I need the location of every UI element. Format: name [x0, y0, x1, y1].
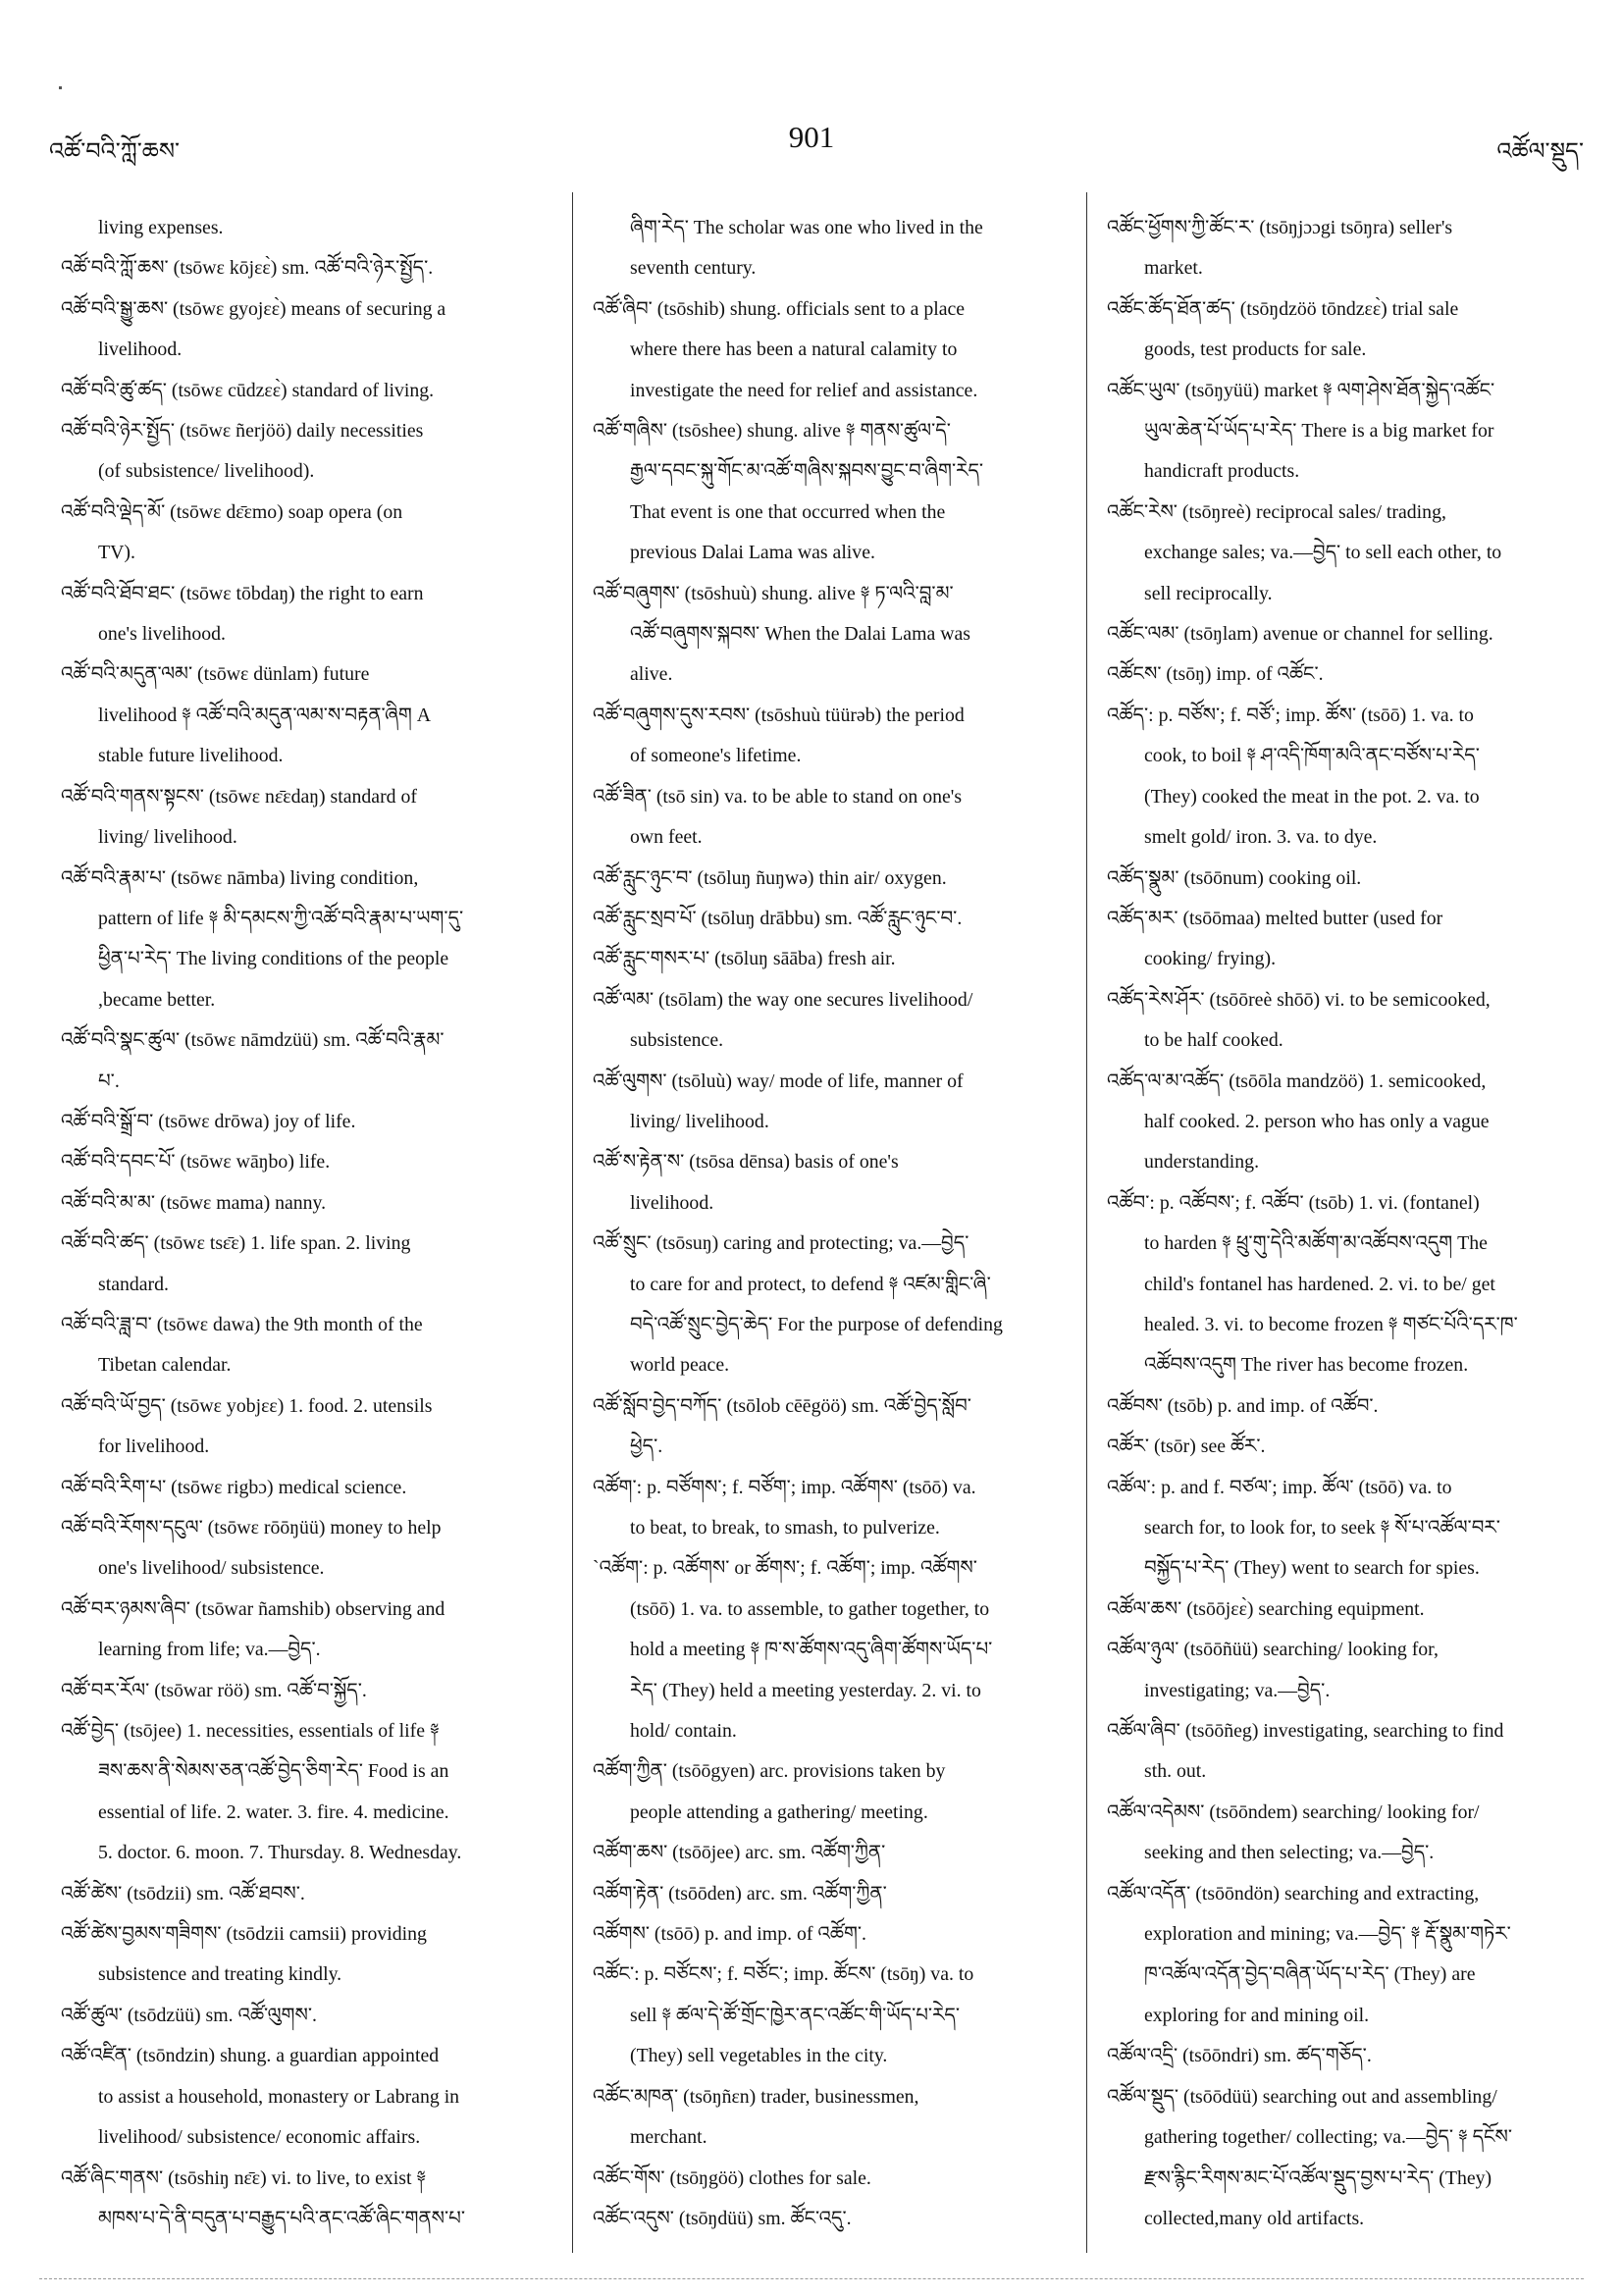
entry-continuation-line: learning from life; va.—བྱེད་.: [98, 1639, 321, 1661]
entry-continuation-line: goods, test products for sale.: [1144, 339, 1367, 361]
entry-continuation-line: to beat, to break, to smash, to pulverize.: [630, 1517, 940, 1539]
entry-continuation-line: essential of life. 2. water. 3. fire. 4. medicine.: [98, 1800, 449, 1823]
right-guide-word: འཚོལ་སྡུད་: [1496, 139, 1584, 165]
entry-continuation-line: gathering together/ collecting; va.—བྱེད་ ༈ དངོས་: [1144, 2126, 1512, 2149]
dictionary-entry-line: འཚོ་ཞིབ་ (tsōshib) shung. officials sent to a place: [593, 297, 966, 320]
column-left: [61, 208, 524, 2239]
dictionary-entry-line: འཚོ་བའི་ལྡེད་མོ་ (tsōwɛ dɛ̄ɛmo) soap opera (on: [61, 500, 403, 523]
entry-continuation-line: (tsōō) 1. va. to assemble, to gather together, to: [630, 1597, 990, 1620]
dictionary-entry-line: འཚོ་བའི་ཐོབ་ཐང་ (tsōwɛ tōbdaŋ) the right to earn: [61, 582, 424, 604]
dictionary-entry-line: འཚོ་བའི་ཉེར་སྤྱོད་ (tsōwɛ ñerjöö) daily necessities: [61, 420, 424, 443]
dictionary-entry-line: འཚོ་ཟིན་ (tsō sin) va. to be able to stand on one's: [593, 785, 963, 808]
entry-continuation-line: sell ༈ ཚལ་དེ་ཚོ་གྲོང་ཁྱེར་ནང་འཚོང་གི་ཡོད་པ་རེད་: [630, 2004, 960, 2026]
entry-continuation-line: ཕྱེད་.: [630, 1435, 663, 1458]
dictionary-entry-line: འཚོ་བའི་ཟླ་བ་ (tsōwɛ dawa) the 9th month of the: [61, 1313, 423, 1335]
entry-continuation-line: to care for and protect, to defend ༈ འཛམ་གླིང་ཞི་: [630, 1273, 991, 1295]
dictionary-entry-line: འཚོད་: p. བཙོས་; f. བཙོ་; imp. ཚོས་ (tsōō) 1. va. to: [1107, 704, 1474, 726]
dictionary-entry-line: འཚོག་ཆས་ (tsōōjee) arc. sm. འཚོག་ཀྱིན་: [593, 1842, 886, 1864]
entry-continuation-line: to assist a household, monastery or Labrang in: [98, 2085, 460, 2108]
dictionary-entry-line: འཚོང་: p. བཙོངས་; f. བཙོང་; imp. ཚོངས་ (tsōŋ) va. to: [593, 1963, 974, 1986]
entry-continuation-line: collected,many old artifacts.: [1144, 2207, 1365, 2229]
entry-continuation-line: འཚོ་བཞུགས་སྐབས་ When the Dalai Lama was: [630, 623, 970, 646]
entry-continuation-line: merchant.: [630, 2126, 707, 2149]
dictionary-entry-line: འཚོབ་: p. འཚོབས་; f. འཚོབ་ (tsōb) 1. vi. (fontanel): [1107, 1191, 1480, 1214]
dictionary-entry-line: འཚོང་མཁན་ (tsōŋñɛn) trader, businessmen,: [593, 2085, 919, 2108]
column-divider: [572, 192, 573, 2253]
dictionary-entry-line: འཚོ་སློབ་བྱེད་བཀོད་ (tsōlob cēēgöö) sm. འཚོ་བྱེད་སློབ་: [593, 1394, 971, 1417]
dictionary-entry-line: འཚོལ་འདེམས་ (tsōōndem) searching/ looking for/: [1107, 1800, 1480, 1823]
dictionary-entry-line: འཚོ་བའི་སྒྲོ་བ་ (tsōwɛ drōwa) joy of life.: [61, 1110, 356, 1132]
entry-continuation-line: པ་.: [98, 1070, 120, 1092]
entry-continuation-line: smelt gold/ iron. 3. va. to dye.: [1144, 826, 1378, 849]
dictionary-entry-line: འཚོ་བའི་གནས་སྟངས་ (tsōwɛ nɛ̄ɛdaŋ) standard of: [61, 785, 417, 808]
entry-continuation-line: exploration and mining; va.—བྱེད་ ༈ རྡོ་སྣུམ་གཏེར་: [1144, 1923, 1511, 1946]
entry-continuation-line: market.: [1144, 257, 1203, 280]
entry-continuation-line: sth. out.: [1144, 1760, 1207, 1783]
entry-continuation-line: subsistence and treating kindly.: [98, 1963, 342, 1986]
dictionary-entry-line: འཚོ་ཞིང་གནས་ (tsōshiŋ nɛ̄ɛ) vi. to live, to exist ༈: [61, 2166, 427, 2189]
dictionary-entry-line: འཚོ་བར་རོལ་ (tsōwar röö) sm. འཚོ་བ་སྐྱོད་.: [61, 1679, 367, 1701]
entry-continuation-line: hold/ contain.: [630, 1720, 737, 1743]
entry-continuation-line: investigate the need for relief and assistance.: [630, 379, 978, 401]
entry-continuation-line: exploring for and mining oil.: [1144, 2004, 1370, 2026]
dictionary-entry-line: འཚོག་ཀྱིན་ (tsōōgyen) arc. provisions taken by: [593, 1760, 946, 1783]
dictionary-entry-line: འཚོག་: p. བཙོགས་; f. བཙོག་; imp. འཚོགས་ (tsōō) va.: [593, 1476, 976, 1498]
dictionary-entry-line: འཚོ་རླུང་ཉུང་བ་ (tsōluŋ ñuŋwə) thin air/ oxygen.: [593, 866, 947, 889]
entry-continuation-line: living/ livelihood.: [630, 1110, 769, 1132]
entry-continuation-line: search for, to look for, to seek ༈ སོ་པ་འཚོལ་བར་: [1144, 1517, 1500, 1539]
entry-continuation-line: Tibetan calendar.: [98, 1354, 232, 1377]
dictionary-entry-line: འཚོང་གོས་ (tsōŋgöö) clothes for sale.: [593, 2166, 871, 2189]
entry-continuation-line: That event is one that occurred when the: [630, 500, 946, 523]
column-right: [1107, 208, 1570, 2239]
dictionary-entry-line: འཚོ་བར་ཉམས་ཞིབ་ (tsōwar ñamshib) observing and: [61, 1597, 445, 1620]
dictionary-entry-line: འཚོང་རེས་ (tsōŋreè) reciprocal sales/ trading,: [1107, 500, 1446, 523]
entry-continuation-line: exchange sales; va.—བྱེད་ to sell each other, to: [1144, 542, 1502, 564]
entry-continuation-line: healed. 3. vi. to become frozen ༈ གཙང་པོའི་དར་ཁ་: [1144, 1313, 1518, 1335]
entry-continuation-line: (They) sell vegetables in the city.: [630, 2045, 888, 2067]
entry-continuation-line: own feet.: [630, 826, 703, 849]
dictionary-entry-line: འཚོ་རླུང་གསར་པ་ (tsōluŋ sāāba) fresh air.: [593, 948, 896, 970]
dictionary-entry-line: འཚོལ་ཞིབ་ (tsōōñeg) investigating, searching to find: [1107, 1720, 1504, 1743]
scan-footer-line: [39, 2278, 1584, 2279]
entry-continuation-line: living/ livelihood.: [98, 826, 237, 849]
entry-continuation-line: ཟས་ཆས་ནི་སེམས་ཅན་འཚོ་བྱེད་ཅིག་རེད་ Food is an: [98, 1760, 449, 1783]
dictionary-entry-line: འཚོ་བའི་མདུན་ལམ་ (tsōwɛ dünlam) future: [61, 663, 370, 686]
entry-continuation-line: seventh century.: [630, 257, 757, 280]
entry-continuation-line: living expenses.: [98, 217, 224, 238]
dictionary-entry-line: འཚོལ་སྡུད་ (tsōōdüü) searching out and assembling/: [1107, 2085, 1497, 2108]
dictionary-entry-line: འཚོ་བའི་རྣམ་པ་ (tsōwɛ nāmba) living condition,: [61, 866, 419, 889]
dictionary-entry-line: འཚོངས་ (tsōŋ) imp. of འཚོང་.: [1107, 663, 1324, 686]
dictionary-entry-line: འཚོལ་: p. and f. བཙལ་; imp. ཚོལ་ (tsōō) va. to: [1107, 1476, 1452, 1498]
entry-continuation-line: ཡུལ་ཆེན་པོ་ཡོད་པ་རེད་ There is a big market for: [1144, 420, 1494, 443]
dictionary-entry-line: འཚོགས་ (tsōō) p. and imp. of འཚོག་.: [593, 1923, 866, 1946]
dictionary-entry-line: འཚོ་ཚེས་ (tsōdzii) sm. འཚོ་ཐབས་.: [61, 1882, 305, 1905]
entry-continuation-line: handicraft products.: [1144, 460, 1300, 483]
entry-continuation-line: འཚོབས་འདུག The river has become frozen.: [1144, 1354, 1469, 1377]
left-guide-word: འཚོ་བའི་ཀློ་ཆས་: [49, 139, 181, 165]
entry-continuation-line: cooking/ frying).: [1144, 948, 1277, 970]
dictionary-entry-line: འཚོབས་ (tsōb) p. and imp. of འཚོབ་.: [1107, 1394, 1379, 1417]
entry-continuation-line: ,became better.: [98, 988, 216, 1011]
dictionary-entry-line: འཚོ་འཛིན་ (tsōndzin) shung. a guardian appointed: [61, 2045, 440, 2067]
entry-continuation-line: sell reciprocally.: [1144, 582, 1273, 604]
entry-continuation-line: previous Dalai Lama was alive.: [630, 542, 875, 564]
entry-continuation-line: རྒྱལ་དབང་སྐུ་གོང་མ་འཚོ་གཞིས་སྐབས་བྱུང་བ་ཞིག་རེད་: [630, 460, 984, 483]
entry-continuation-line: རྫས་རྙིང་རིགས་མང་པོ་འཚོལ་སྡུད་བྱས་པ་རེད་ (They): [1144, 2166, 1492, 2189]
dictionary-entry-line: འཚོ་བཞུགས་དུས་རབས་ (tsōshuù tüürəb) the period: [593, 704, 965, 726]
dictionary-entry-line: འཚོ་བའི་རིག་པ་ (tsōwɛ rigbɔ) medical science.: [61, 1476, 407, 1498]
dictionary-entry-line: འཚོ་བའི་རོགས་དངུལ་ (tsōwɛ rōōŋüü) money to help: [61, 1517, 442, 1539]
dictionary-entry-line: འཚོ་བའི་སྒྱུ་ཆས་ (tsōwɛ gyojɛɛ̀) means of securing a: [61, 297, 446, 320]
dictionary-entry-line: འཚོ་གཞིས་ (tsōshee) shung. alive ༈ གནས་ཚུལ་དེ་: [593, 420, 951, 443]
entry-continuation-line: 5. doctor. 6. moon. 7. Thursday. 8. Wednesday.: [98, 1842, 462, 1864]
entry-continuation-line: stable future livelihood.: [98, 745, 284, 767]
dictionary-entry-line: འཚོ་ལམ་ (tsōlam) the way one secures livelihood/: [593, 988, 973, 1011]
entry-continuation-line: livelihood.: [98, 339, 183, 361]
dictionary-entry-line: འཚོ་བའི་མ་མ་ (tsōwɛ mama) nanny.: [61, 1191, 327, 1214]
dictionary-entry-line: འཚོ་བཞུགས་ (tsōshuù) shung. alive ༈ ཏ་ལའི་བླ་མ་: [593, 582, 954, 604]
dictionary-entry-line: འཚོ་བའི་ཚད་ (tsōwɛ tsɛ̄ɛ) 1. life span. 2. living: [61, 1232, 411, 1255]
scan-speck: [59, 86, 62, 89]
entry-continuation-line: pattern of life ༈ མི་དམངས་ཀྱི་འཚོ་བའི་རྣམ་པ་ཡག་དུ་: [98, 907, 464, 929]
entry-continuation-line: ཁ་འཚོལ་འདོན་བྱེད་བཞིན་ཡོད་པ་རེད་ (They) are: [1144, 1963, 1476, 1986]
entry-continuation-line: livelihood.: [630, 1191, 714, 1214]
dictionary-entry-line: འཚོང་ཡུལ་ (tsōŋyüü) market ༈ ལག་ཤེས་ཐོན་སྐྱེད་འཚོང་: [1107, 379, 1495, 401]
dictionary-entry-line: འཚོང་ཚོད་ཐོན་ཚད་ (tsōŋdzöö tōndzɛɛ̀) trial sale: [1107, 297, 1459, 320]
dictionary-entry-line: འཚོ་ལུགས་ (tsōluù) way/ mode of life, manner of: [593, 1070, 964, 1092]
entry-continuation-line: alive.: [630, 663, 673, 686]
entry-continuation-line: one's livelihood/ subsistence.: [98, 1557, 325, 1580]
dictionary-entry-line: འཚོ་བའི་དབང་པོ་ (tsōwɛ wāŋbo) life.: [61, 1151, 331, 1174]
entry-continuation-line: hold a meeting ༈ ཁ་ས་ཚོགས་འདུ་ཞིག་ཚོགས་ཡོད་པ་: [630, 1639, 993, 1661]
entry-continuation-line: of someone's lifetime.: [630, 745, 802, 767]
entry-continuation-line: for livelihood.: [98, 1435, 210, 1458]
dictionary-entry-line: འཚོ་སྲུང་ (tsōsuŋ) caring and protecting; va.—བྱེད་: [593, 1232, 969, 1255]
entry-continuation-line: half cooked. 2. person who has only a vague: [1144, 1110, 1490, 1132]
entry-continuation-line: seeking and then selecting; va.—བྱེད་.: [1144, 1842, 1435, 1864]
entry-continuation-line: ཞིག་རེད་ The scholar was one who lived in the: [630, 217, 983, 238]
dictionary-entry-line: འཚོལ་ཆས་ (tsōōjɛɛ̀) searching equipment.: [1107, 1597, 1425, 1620]
dictionary-entry-line: འཚོ་ཚེས་བྱམས་གཟིགས་ (tsōdzii camsii) providing: [61, 1923, 427, 1946]
entry-continuation-line: investigating; va.—བྱེད་.: [1144, 1679, 1331, 1701]
dictionary-entry-line: འཚོད་ལ་མ་འཚོད་ (tsōōla mandzöö) 1. semicooked,: [1107, 1070, 1487, 1092]
entry-continuation-line: understanding.: [1144, 1151, 1260, 1174]
column-divider: [1086, 192, 1087, 2253]
column-middle: [593, 208, 1056, 2239]
dictionary-entry-line: འཚོ་ས་རྟེན་ས་ (tsōsa dēnsa) basis of one's: [593, 1151, 899, 1174]
dictionary-entry-line: འཚོང་ཕྱོགས་ཀྱི་ཚོང་ར་ (tsōŋjɔɔgi tsōŋra) seller's: [1107, 217, 1453, 238]
dictionary-entry-line: འཚོ་བའི་ཡོ་བྱད་ (tsōwɛ yobjɛɛ) 1. food. 2. utensils: [61, 1394, 433, 1417]
dictionary-entry-line: འཚོད་མར་ (tsōōmaa) melted butter (used for: [1107, 907, 1443, 929]
dictionary-entry-line: འཚོ་བའི་ཀློ་ཆས་ (tsōwɛ kōjɛɛ̀) sm. འཚོ་བའི་ཉེར་སྤྱོད་.: [61, 257, 434, 280]
entry-continuation-line: (of subsistence/ livelihood).: [98, 460, 315, 483]
dictionary-entry-line: འཚོད་སྣུམ་ (tsōōnum) cooking oil.: [1107, 866, 1362, 889]
dictionary-entry-line: འཚོལ་འདྲི་ (tsōōndri) sm. ཚད་གཅོད་.: [1107, 2045, 1372, 2067]
dictionary-entry-line: འཚོག་རྟེན་ (tsōōden) arc. sm. འཚོག་ཀྱིན་: [593, 1882, 887, 1905]
entry-continuation-line: people attending a gathering/ meeting.: [630, 1800, 928, 1823]
dictionary-entry-line: འཚོལ་ཉུལ་ (tsōōñüü) searching/ looking for,: [1107, 1639, 1439, 1661]
dictionary-entry-line: `འཚོག་: p. འཚོགས་ or ཚོགས་; f. འཚོག་; imp. འཚོགས་: [593, 1557, 977, 1580]
entry-continuation-line: cook, to boil ༈ ཤ་འདི་ཁོག་མའི་ནང་བཙོས་པ་རེད་: [1144, 745, 1480, 767]
entry-continuation-line: where there has been a natural calamity to: [630, 339, 958, 361]
entry-continuation-line: standard.: [98, 1273, 169, 1295]
dictionary-entry-line: འཚོལ་འདོན་ (tsōōndön) searching and extracting,: [1107, 1882, 1480, 1905]
entry-continuation-line: མཁས་པ་དེ་ནི་བདུན་པ་བརྒྱུད་པའི་ནང་འཚོ་ཞིང་གནས་པ་: [98, 2207, 466, 2229]
entry-continuation-line: ཕྱིན་པ་རེད་ The living conditions of the people: [98, 948, 449, 970]
page-number: 901: [788, 120, 835, 154]
dictionary-entry-line: འཚོ་རླུང་སྲབ་པོ་ (tsōluŋ drābbu) sm. འཚོ་རླུང་ཉུང་བ་.: [593, 907, 963, 929]
entry-continuation-line: བདེ་འཚོ་སྲུང་བྱེད་ཆེད་ For the purpose of defending: [630, 1313, 1003, 1335]
entry-continuation-line: to be half cooked.: [1144, 1029, 1283, 1052]
dictionary-entry-line: འཚོ་ཚུལ་ (tsōdzüü) sm. འཚོ་ལུགས་.: [61, 2004, 317, 2026]
dictionary-entry-line: འཚོང་འདུས་ (tsōŋdüü) sm. ཚོང་འདུ་.: [593, 2207, 852, 2229]
entry-continuation-line: child's fontanel has hardened. 2. vi. to be/ get: [1144, 1273, 1495, 1295]
entry-continuation-line: TV).: [98, 542, 135, 564]
entry-continuation-line: livelihood ༈ འཚོ་བའི་མདུན་ལམ་ས་བརྟན་ཞིག A: [98, 704, 432, 726]
entry-continuation-line: one's livelihood.: [98, 623, 226, 646]
dictionary-entry-line: འཚོང་ལམ་ (tsōŋlam) avenue or channel for selling.: [1107, 623, 1493, 646]
entry-continuation-line: world peace.: [630, 1354, 730, 1377]
dictionary-entry-line: འཚོ་བའི་ཚུ་ཚད་ (tsōwɛ cūdzɛɛ̀) standard of living.: [61, 379, 435, 401]
entry-continuation-line: subsistence.: [630, 1029, 724, 1052]
entry-continuation-line: (They) cooked the meat in the pot. 2. va. to: [1144, 785, 1480, 808]
entry-continuation-line: livelihood/ subsistence/ economic affairs.: [98, 2126, 421, 2149]
dictionary-entry-line: འཚོ་བའི་སྣང་ཚུལ་ (tsōwɛ nāmdzüü) sm. འཚོ་བའི་རྣམ་: [61, 1029, 445, 1052]
dictionary-entry-line: འཚོ་བྱེད་ (tsōjee) 1. necessities, essentials of life ༈: [61, 1720, 440, 1743]
dictionary-entry-line: འཚོར་ (tsōr) see ཚོར་.: [1107, 1435, 1266, 1458]
dictionary-entry-line: འཚོད་རེས་ཤོར་ (tsōōreè shōō) vi. to be semicooked,: [1107, 988, 1491, 1011]
entry-continuation-line: རེད་ (They) held a meeting yesterday. 2. vi. to: [630, 1679, 981, 1701]
entry-continuation-line: བསྐྱོད་པ་རེད་ (They) went to search for spies.: [1144, 1557, 1480, 1580]
entry-continuation-line: to harden ༈ ཕྲུ་གུ་དེའི་མཚོག་མ་འཚོབས་འདུག The: [1144, 1232, 1488, 1255]
